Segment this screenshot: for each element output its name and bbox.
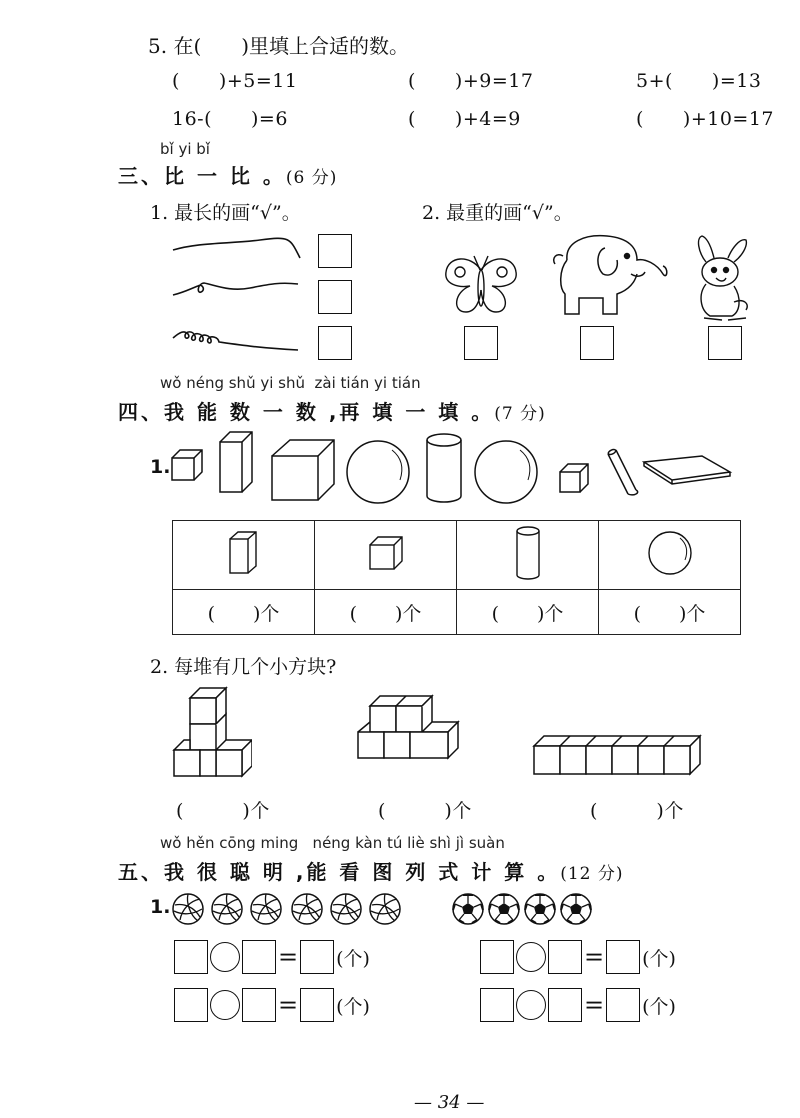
- operator-circle[interactable]: [210, 942, 240, 972]
- thin-rod-shape: [608, 448, 638, 494]
- cell-cylinder: [457, 521, 599, 590]
- number-box[interactable]: [242, 940, 276, 974]
- result-box[interactable]: [606, 940, 640, 974]
- answer-box-line-1[interactable]: [318, 234, 352, 268]
- cube-icon: [366, 533, 406, 573]
- equation-1[interactable]: ( )+5=11: [172, 70, 298, 92]
- rabbit-image: [688, 232, 758, 328]
- sphere-icon: [645, 528, 695, 578]
- equals-sign: =: [584, 943, 605, 971]
- operator-circle[interactable]: [516, 942, 546, 972]
- elephant-image: [545, 230, 673, 320]
- section-3-pinyin: bǐ yi bǐ: [160, 140, 210, 158]
- number-box[interactable]: [480, 940, 514, 974]
- flat-board-shape: [644, 456, 730, 484]
- equation-row-1-right: [480, 940, 676, 974]
- line-3: [173, 332, 298, 350]
- soccer-ball-icon: [453, 894, 483, 924]
- cuboid-tall-shape: [220, 432, 252, 492]
- pile-2-answer[interactable]: ( )个: [378, 800, 472, 822]
- result-box[interactable]: [300, 940, 334, 974]
- number-box[interactable]: [174, 988, 208, 1022]
- section-4-question-1-label: 1.: [150, 456, 171, 478]
- small-cube-shape-2: [560, 464, 588, 492]
- equation-5[interactable]: ( )+4=9: [408, 108, 521, 130]
- section-5-heading: [118, 856, 624, 885]
- section-4-question-2: 2. 每堆有几个小方块?: [150, 656, 337, 678]
- equals-sign: =: [278, 943, 299, 971]
- volleyball-row: [170, 890, 406, 930]
- unit-label: (个): [642, 995, 676, 1018]
- count-cell-sphere[interactable]: ( )个: [599, 590, 741, 635]
- pile-1-answer[interactable]: ( )个: [176, 800, 270, 822]
- unit-label: (个): [336, 947, 370, 970]
- number-box[interactable]: [548, 988, 582, 1022]
- section-5-points: (12 分): [560, 864, 624, 884]
- volleyball-icon: [331, 894, 361, 924]
- number-box[interactable]: [174, 940, 208, 974]
- soccer-ball-icon: [561, 894, 591, 924]
- cylinder-shape: [427, 434, 461, 502]
- curvy-lines-illustration: [170, 230, 310, 365]
- result-box[interactable]: [606, 988, 640, 1022]
- cell-cuboid: [173, 521, 315, 590]
- cell-cube: [315, 521, 457, 590]
- solid-shapes-row: [168, 428, 738, 508]
- answer-box-elephant[interactable]: [580, 326, 614, 360]
- equals-sign: =: [584, 991, 605, 1019]
- equation-3[interactable]: 5+( )=13: [636, 70, 762, 92]
- section-4-pinyin: wǒ néng shǔ yi shǔ zài tián yi tián: [160, 374, 421, 392]
- small-cube-shape: [172, 450, 202, 480]
- volleyball-icon: [212, 894, 242, 924]
- volleyball-icon: [292, 894, 322, 924]
- large-cube-shape: [272, 440, 334, 500]
- soccer-ball-row: [450, 890, 598, 930]
- section-4-title: 四、我 能 数 一 数 ,再 填 一 填 。: [118, 400, 495, 424]
- result-box[interactable]: [300, 988, 334, 1022]
- block-pile-2: [354, 690, 466, 776]
- soccer-ball-icon: [489, 894, 519, 924]
- equation-row-2-left: [174, 988, 370, 1022]
- section-3-heading: [118, 160, 337, 189]
- question-5-title: 5. 在( )里填上合适的数。: [148, 34, 410, 58]
- operator-circle[interactable]: [210, 990, 240, 1020]
- section-4-points: (7 分): [494, 404, 546, 424]
- section-3-question-2: 2. 最重的画“√”。: [422, 202, 573, 224]
- section-5-title: 五、我 很 聪 明 ,能 看 图 列 式 计 算 。: [118, 860, 561, 884]
- section-5-question-1-label: 1.: [150, 896, 171, 918]
- equation-2[interactable]: ( )+9=17: [408, 70, 534, 92]
- volleyball-icon: [251, 894, 281, 924]
- shape-count-table: [172, 520, 741, 635]
- equation-row-1-left: [174, 940, 370, 974]
- answer-box-rabbit[interactable]: [708, 326, 742, 360]
- answer-box-line-3[interactable]: [318, 326, 352, 360]
- equation-4[interactable]: 16-( )=6: [172, 108, 288, 130]
- block-pile-1: [170, 684, 252, 784]
- pile-3-answer[interactable]: ( )个: [590, 800, 684, 822]
- equation-6[interactable]: ( )+10=17: [636, 108, 775, 130]
- section-3-points: (6 分): [285, 168, 338, 188]
- line-2: [173, 283, 298, 295]
- butterfly-image: [440, 252, 522, 322]
- line-1: [173, 238, 300, 258]
- unit-label: (个): [336, 995, 370, 1018]
- section-5-pinyin: wǒ hěn cōng ming néng kàn tú liè shì jì suàn: [160, 834, 505, 852]
- volleyball-icon: [370, 894, 400, 924]
- volleyball-icon: [173, 894, 203, 924]
- number-box[interactable]: [480, 988, 514, 1022]
- count-cell-cylinder[interactable]: ( )个: [457, 590, 599, 635]
- number-box[interactable]: [242, 988, 276, 1022]
- cuboid-icon: [226, 529, 262, 577]
- unit-label: (个): [642, 947, 676, 970]
- section-3-title: 三、比 一 比 。: [118, 164, 286, 188]
- section-4-heading: [118, 396, 546, 425]
- equals-sign: =: [278, 991, 299, 1019]
- page-number: — 34 —: [414, 1092, 485, 1113]
- count-cell-cuboid[interactable]: ( )个: [173, 590, 315, 635]
- block-pile-3: [530, 730, 706, 780]
- cylinder-icon: [512, 525, 544, 581]
- cell-sphere: [599, 521, 741, 590]
- sphere-shape-2: [475, 441, 537, 503]
- count-cell-cube[interactable]: ( )个: [315, 590, 457, 635]
- equation-row-2-right: [480, 988, 676, 1022]
- answer-box-butterfly[interactable]: [464, 326, 498, 360]
- sphere-shape-1: [347, 441, 409, 503]
- number-box[interactable]: [548, 940, 582, 974]
- answer-box-line-2[interactable]: [318, 280, 352, 314]
- operator-circle[interactable]: [516, 990, 546, 1020]
- section-3-question-1: 1. 最长的画“√”。: [150, 202, 301, 224]
- soccer-ball-icon: [525, 894, 555, 924]
